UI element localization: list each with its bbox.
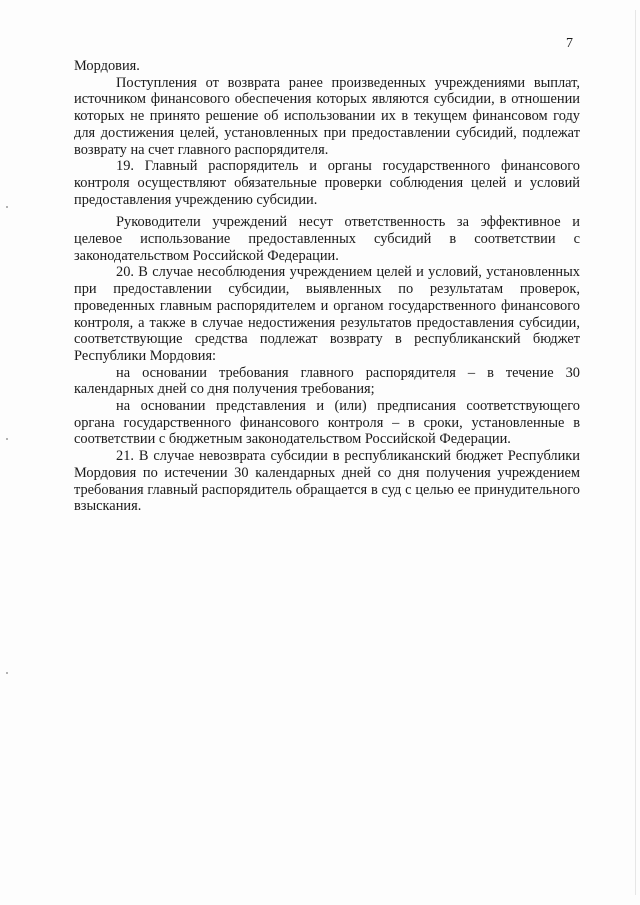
paragraph-item-21: 21. В случае невозврата субсидии в республиканский бюджет Республики Мордовия по истечении 30 календарных дней со дня получения учреждением требования главный распорядитель обращается в суд с целью ее принудительного взыскания.: [74, 448, 580, 515]
scan-artifact: [6, 206, 8, 208]
paragraph-order-basis: на основании представления и (или) предписания соответствующего органа государственного финансового контроля – в сроки, установленные в соответствии с бюджетным законодательством Российской Федерации.: [74, 398, 580, 448]
document-body: [74, 58, 580, 515]
paragraph-item-19: 19. Главный распорядитель и органы государственного финансового контроля осуществляют обязательные проверки соблюдения целей и условий предоставления учреждению субсидии.: [74, 158, 580, 208]
scan-artifact: [6, 438, 8, 440]
paragraph-refund-receipts: Поступления от возврата ранее произведенных учреждениями выплат, источником финансового обеспечения которых являются субсидии, в отношении которых не принято решение об использовании их в текущем финансовом году для достижения целей, установленных при предоставлении субсидий, подлежат возврату на счет главного распорядителя.: [74, 74, 580, 158]
paragraph-item-20: 20. В случае несоблюдения учреждением целей и условий, установленных при предоставлении субсидии, выявленных по результатам проверок, проведенных главным распорядителем и органом государственного финансового контроля, а также в случае недостижения результатов предоставления субсидии, соответствующие средства подлежат возврату в республиканский бюджет Республики Мордовия:: [74, 264, 580, 364]
scan-edge: [635, 10, 636, 895]
page-number: 7: [566, 36, 573, 51]
paragraph-responsibility: Руководители учреждений несут ответственность за эффективное и целевое использование предоставленных субсидий в соответствии с законодательством Российской Федерации.: [74, 214, 580, 264]
scan-artifact: [6, 672, 8, 674]
paragraph-requirement-basis: на основании требования главного распорядителя – в течение 30 календарных дней со дня получения требования;: [74, 364, 580, 398]
paragraph-continuation: Мордовия.: [74, 58, 140, 74]
